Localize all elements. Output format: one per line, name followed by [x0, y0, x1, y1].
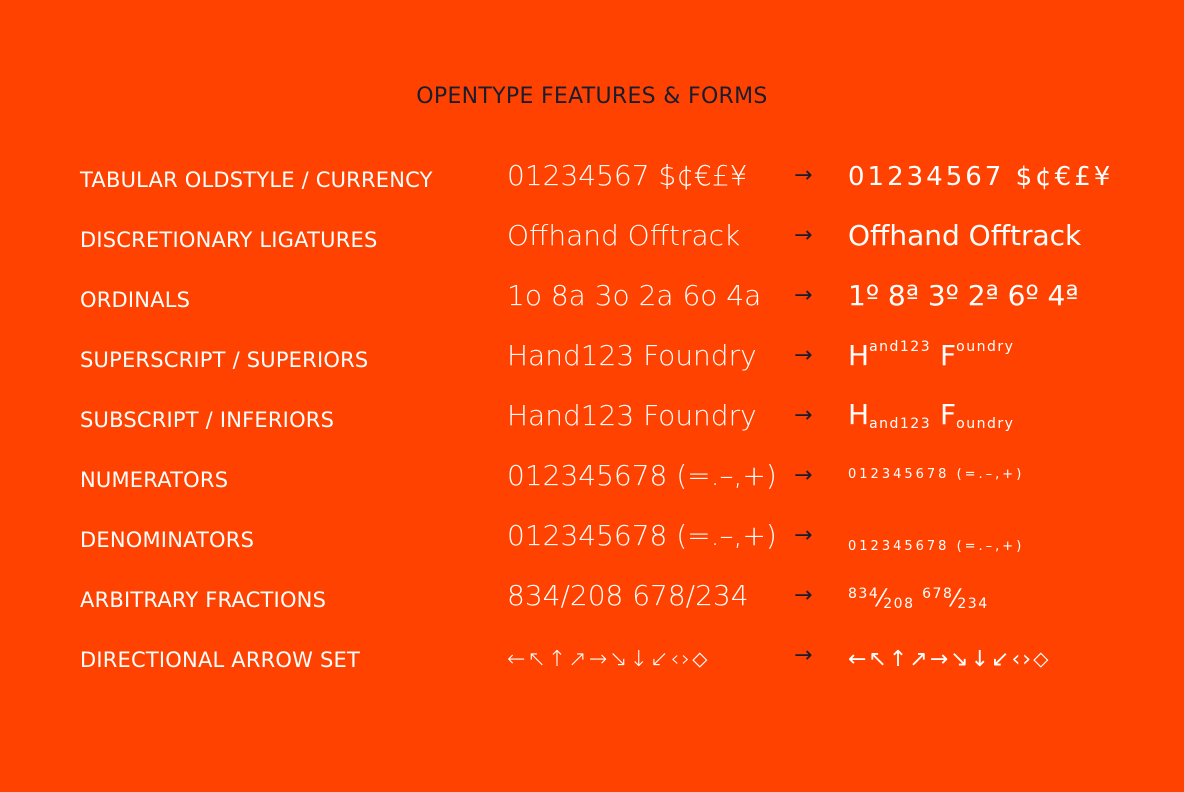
- feature-label: TABULAR OLDSTYLE / CURRENCY: [80, 168, 433, 192]
- feature-result: Offhand Offtrack: [848, 219, 1082, 252]
- feature-result: 012345678 (=.–,+): [848, 539, 1025, 554]
- result-superscript: oundry: [956, 339, 1015, 355]
- fraction-numerator: 834: [848, 586, 880, 602]
- feature-row-ordinals: [0, 278, 1184, 318]
- right-arrow-icon: →: [794, 583, 813, 608]
- result-subscript: and123: [869, 416, 932, 432]
- feature-row-directional-arrows: [0, 638, 1184, 678]
- feature-label: DIRECTIONAL ARROW SET: [80, 648, 361, 672]
- feature-label: DISCRETIONARY LIGATURES: [80, 228, 378, 252]
- feature-result: 01234567 $¢€£¥: [848, 162, 1114, 192]
- feature-row-subscript: [0, 398, 1184, 438]
- feature-result: 012345678 (=.–,+): [848, 467, 1025, 482]
- result-base: F: [931, 339, 957, 372]
- feature-row-arbitrary-fractions: [0, 578, 1184, 618]
- feature-row-denominators: [0, 518, 1184, 558]
- result-subscript: oundry: [956, 416, 1015, 432]
- feature-row-numerators: [0, 458, 1184, 498]
- feature-result: 1º 8ª 3º 2ª 6º 4ª: [848, 279, 1079, 312]
- feature-row-discretionary-ligatures: [0, 218, 1184, 258]
- right-arrow-icon: →: [794, 523, 813, 548]
- feature-label: ARBITRARY FRACTIONS: [80, 588, 327, 612]
- right-arrow-icon: →: [794, 163, 813, 188]
- feature-sample: 1o 8a 3o 2a 6o 4a: [507, 279, 762, 312]
- feature-label: NUMERATORS: [80, 468, 229, 492]
- page-title: OPENTYPE FEATURES & FORMS: [416, 84, 768, 109]
- right-arrow-icon: →: [794, 403, 813, 428]
- right-arrow-icon: →: [794, 223, 813, 248]
- feature-sample: 012345678 (=.–,+): [507, 519, 777, 552]
- result-base: H: [848, 339, 870, 372]
- feature-result: [848, 584, 989, 612]
- result-base: H: [848, 398, 870, 431]
- feature-label: DENOMINATORS: [80, 528, 255, 552]
- feature-label: SUPERSCRIPT / SUPERIORS: [80, 348, 369, 372]
- feature-sample: Offhand Offtrack: [507, 219, 741, 252]
- feature-sample: ←↖↑↗→↘↓↙‹›⬦: [507, 647, 710, 672]
- feature-row-superscript: [0, 338, 1184, 378]
- feature-result: [848, 398, 1014, 432]
- feature-sample: Hand123 Foundry: [507, 399, 757, 432]
- right-arrow-icon: →: [794, 283, 813, 308]
- feature-label: SUBSCRIPT / INFERIORS: [80, 408, 335, 432]
- feature-sample: Hand123 Foundry: [507, 339, 757, 372]
- fraction-denominator: 234: [957, 596, 989, 612]
- feature-label: ORDINALS: [80, 288, 191, 312]
- feature-sample: 012345678 (=.–,+): [507, 459, 777, 492]
- right-arrow-icon: →: [794, 463, 813, 488]
- feature-row-tabular-oldstyle: [0, 158, 1184, 198]
- feature-result: [848, 339, 1014, 372]
- right-arrow-icon: →: [794, 343, 813, 368]
- feature-sample: 834/208 678/234: [507, 579, 749, 612]
- feature-sample: 01234567 $¢€£¥: [507, 159, 748, 192]
- result-superscript: and123: [869, 339, 932, 355]
- feature-result: ←↖↑↗→↘↓↙‹›⬦: [848, 647, 1051, 672]
- fraction-numerator: 678: [922, 586, 954, 602]
- fraction-slash: ⁄: [879, 584, 884, 612]
- fraction-denominator: 208: [883, 596, 915, 612]
- result-base: F: [931, 398, 957, 431]
- right-arrow-icon: →: [794, 643, 813, 668]
- fraction-slash: ⁄: [953, 584, 958, 612]
